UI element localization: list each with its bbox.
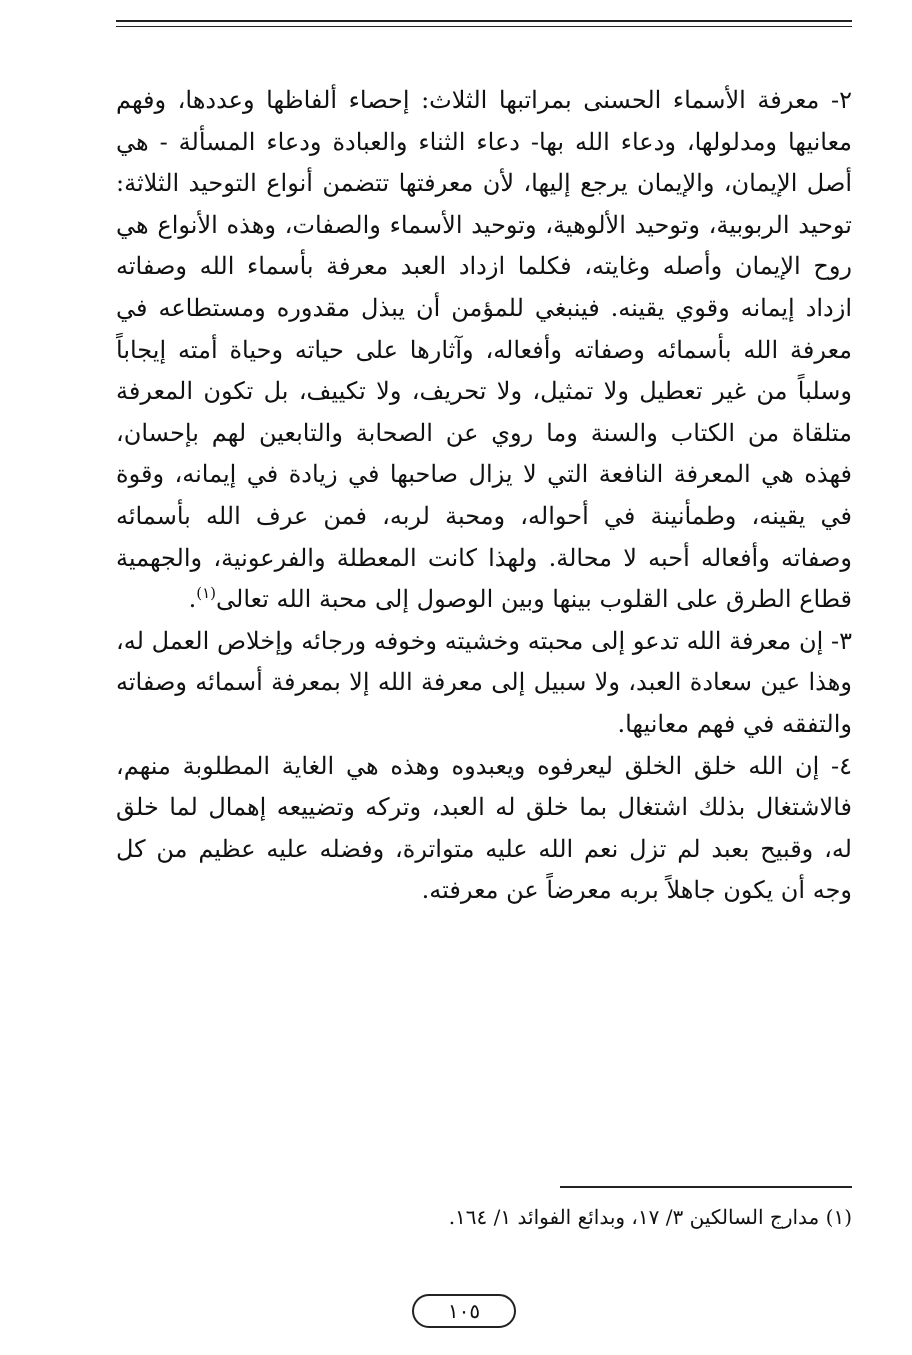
footnote: (١) مدارج السالكين ٣/ ١٧، وبدائع الفوائد ١/ ١٦٤.	[448, 1205, 852, 1229]
paragraph-number: ٣-	[831, 626, 853, 655]
paragraph-number: ٢-	[831, 86, 852, 114]
paragraph-4	[116, 746, 852, 912]
paragraph-3	[116, 621, 852, 746]
footnote-reference: (١)	[196, 584, 217, 603]
footnote-separator	[560, 1186, 852, 1188]
page-number: ١٠٥	[412, 1294, 516, 1328]
header-rule-bottom	[116, 26, 852, 27]
paragraph-end: .	[188, 585, 197, 614]
main-text	[116, 80, 852, 912]
paragraph-text: إن معرفة الله تدعو إلى محبته وخشيته وخوفه ورجائه وإخلاص العمل له، وهذا عين سعادة العبد، ولا سبيل إلى معرفة الله إلا بمعرفة أسمائه وصفاته والتفقه في فهم معانيها.	[116, 626, 852, 738]
paragraph-number: ٤-	[831, 751, 852, 780]
paragraph-text: معرفة الأسماء الحسنى بمراتبها الثلاث: إحصاء ألفاظها وعددها، وفهم معانيها ومدلولها، ودعاء الله بها- دعاء الثناء والعبادة ودعاء المسألة - هي أصل الإيمان، والإيمان يرجع إليها، لأن معرفتها تتضمن أنواع التوحيد الثلاثة: توحيد الربوبية، وتوحيد الألوهية، وتوحيد الأسماء والصفات، وهذه الأنواع هي روح الإيمان وأصله وغايته، فكلما ازداد العبد معرفة بأسماء الله وصفاته ازداد إيمانه وقوي يقينه. فينبغي للمؤمن أن يبذل مقدوره ومستطاعه في معرفة الله بأسمائه وصفاته وأفعاله، وآثارها على حياته وحياة أمته إيجاباً وسلباً من غير تعطيل ولا تمثيل، ولا تحريف، ولا تكييف، بل تكون المعرفة متلقاة من الكتاب والسنة وما روي عن الصحابة والتابعين لهم بإحسان، فهذه هي المعرفة النافعة التي لا يزال صاحبها في زيادة في إيمانه، وقوة في يقينه، وطمأنينة في أحواله، ومحبة لربه، فمن عرف الله بأسمائه وصفاته وأفعاله أحبه لا محالة. ولهذا كانت المعطلة والفرعونية، والجهمية قطاع الطرق على القلوب بينها وبين الوصول إلى محبة الله تعالى	[116, 86, 853, 614]
header-rule-top	[116, 20, 852, 22]
paragraph-text: إن الله خلق الخلق ليعرفوه ويعبدوه وهذه هي الغاية المطلوبة منهم، فالاشتغال بذلك اشتغال بما خلق له العبد، وتركه وتضييعه إهمال لما خلق له، وقبيح بعبد لم تزل نعم الله عليه متواترة، وفضله عليه عظيم من كل وجه أن يكون جاهلاً بربه معرضاً عن معرفته.	[116, 751, 852, 905]
paragraph-2	[116, 80, 852, 621]
